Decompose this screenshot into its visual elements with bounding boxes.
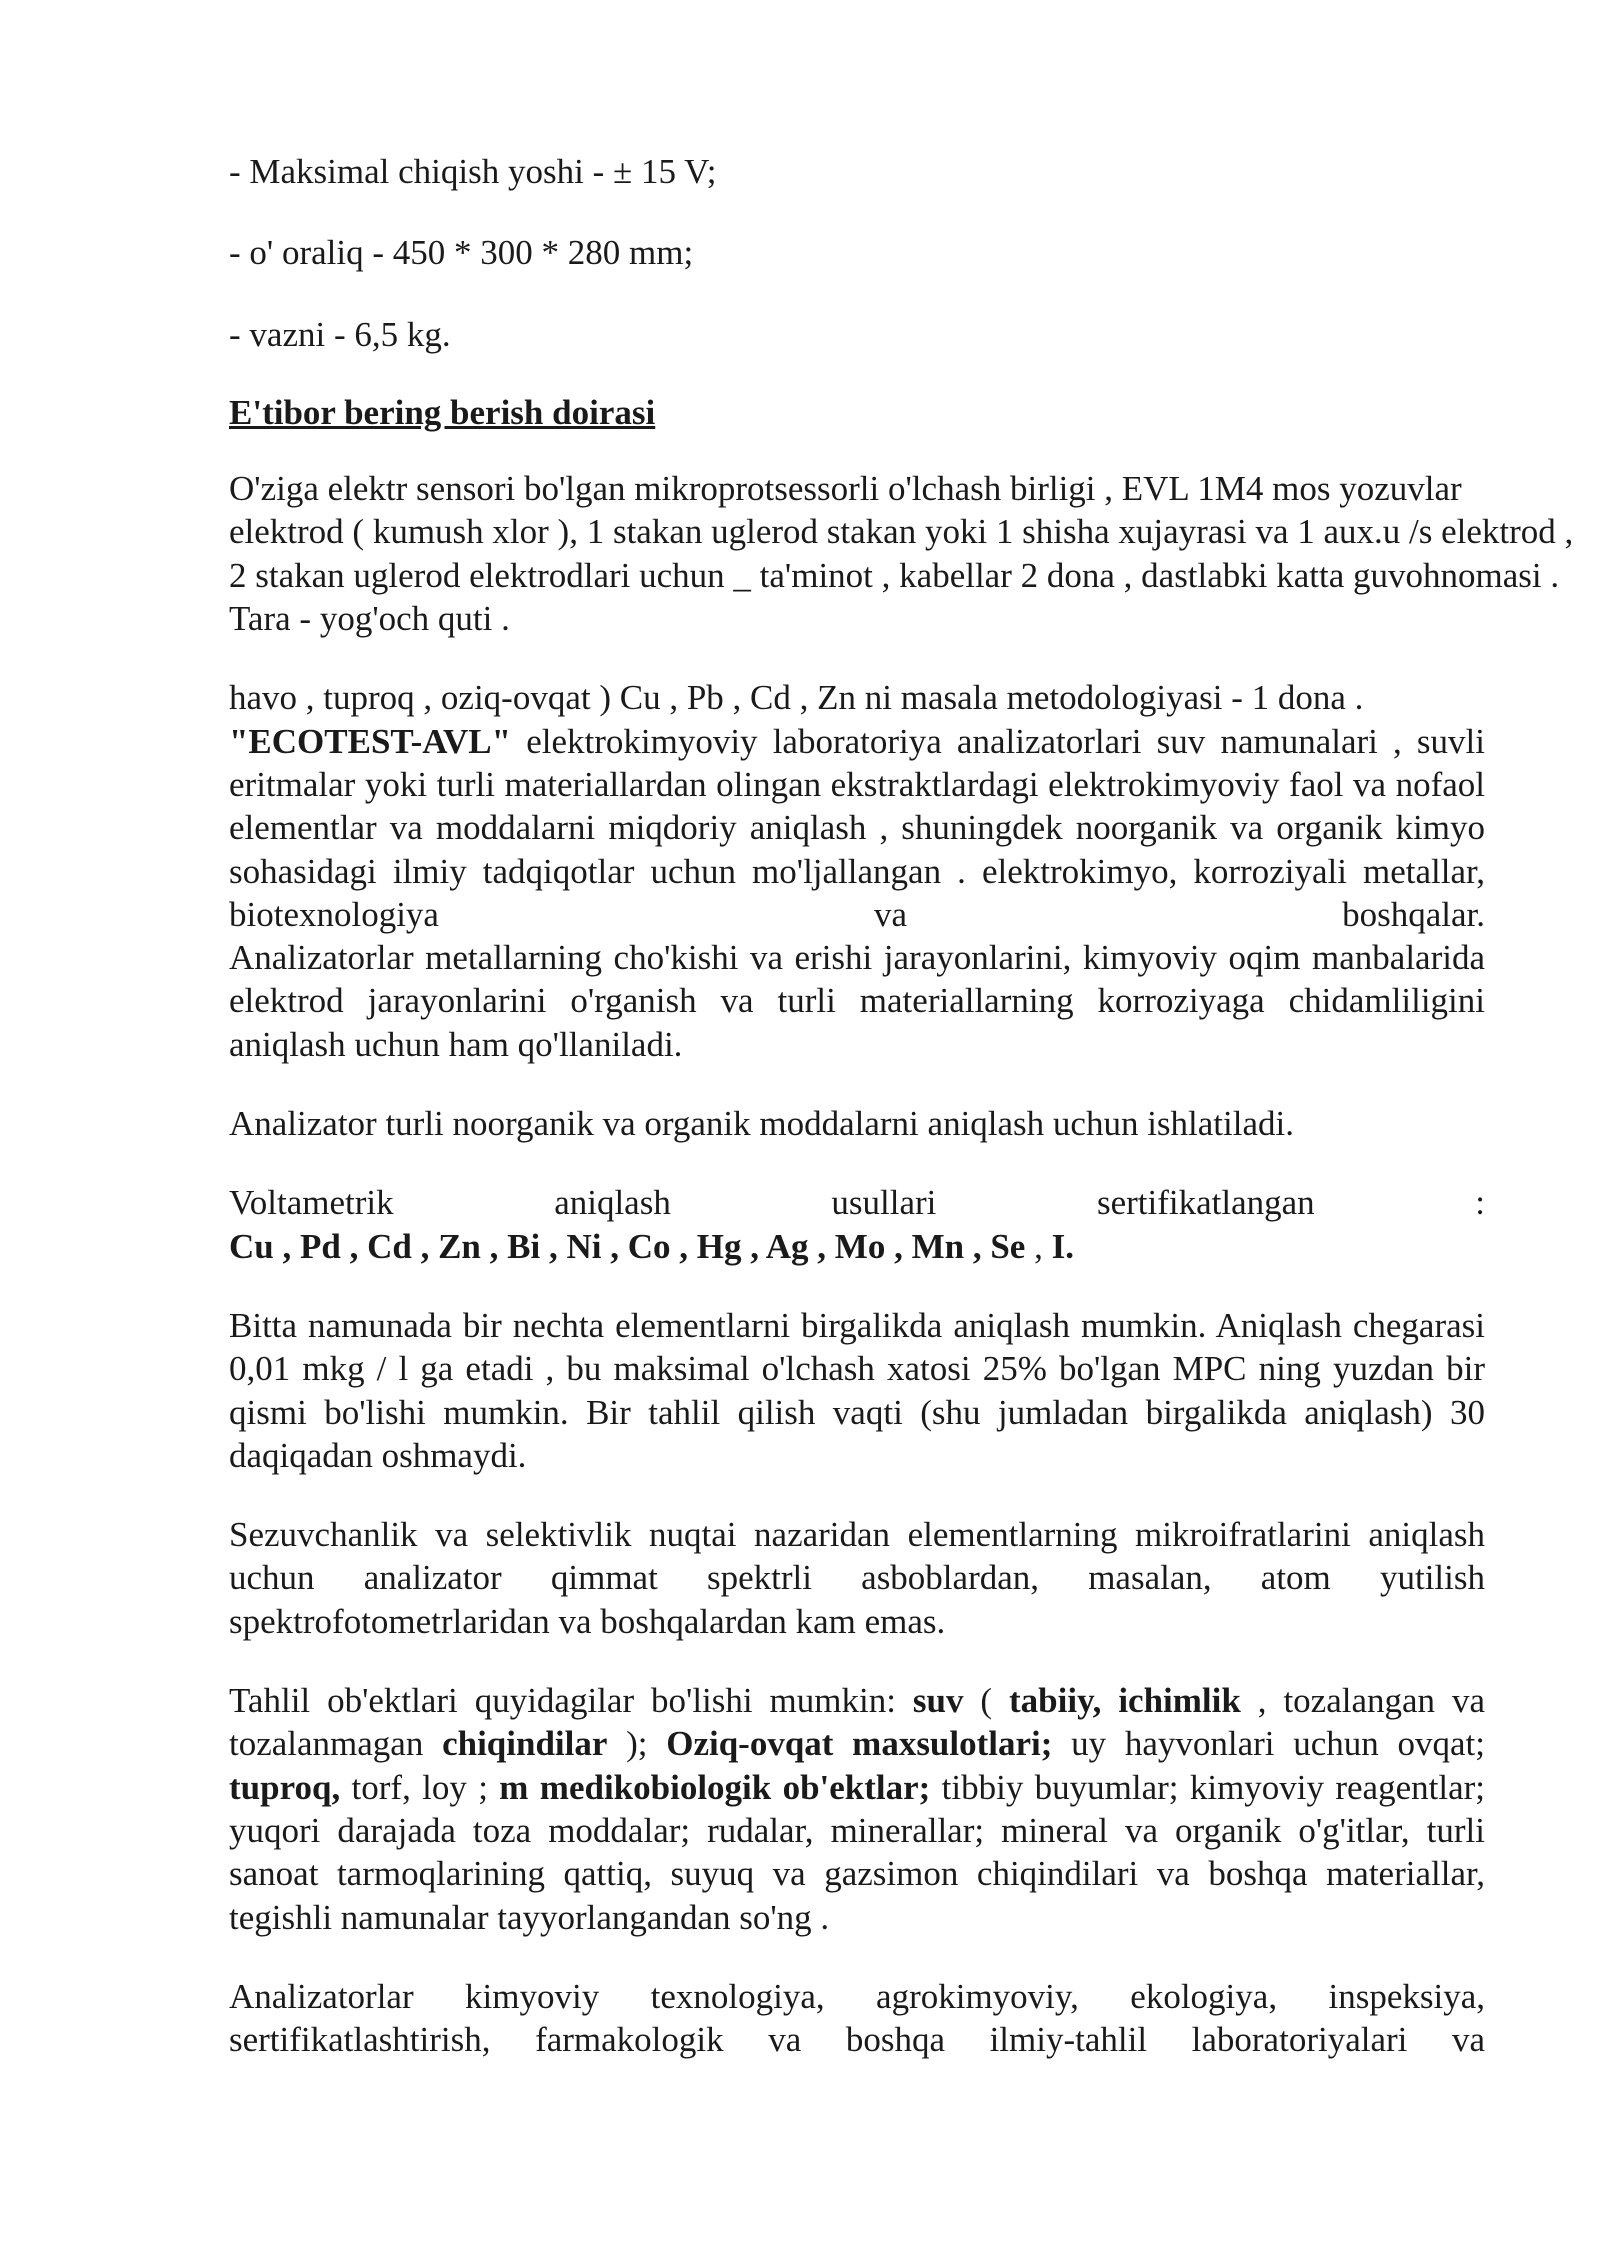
objects-text: torf, loy ;: [340, 1767, 500, 1807]
delivery-paragraph: O'ziga elektr sensori bo'lgan mikroprotsessorli o'lchash birligi , EVL 1M4 mos yozuvlar elektrod ( kumush xlor ), 1 stakan uglerod stakan yoki 1 shisha xujayrasi va 1 aux.u /s elektrod , 2 stakan uglerod elektrodlari uchun _ ta'minot , kabellar 2 dona , dastlabki katta guvohnomasi . Tara - yog'och quti .: [229, 469, 1574, 639]
spec-weight: - vazni - 6,5 kg.: [229, 314, 451, 354]
voltametric-elements: Cu , Pd , Cd , Zn , Bi , Ni , Co , Hg , Ag , Mo , Mn , Se: [229, 1226, 1026, 1266]
objects-text: , tozalangan va tozalanmagan: [229, 1681, 1486, 1764]
objects-text: (: [963, 1681, 1009, 1721]
objects-paragraph: [229, 1679, 1485, 1939]
voltametric-label: Voltametrik aniqlash usullari sertifikatlangan :: [229, 1183, 1485, 1223]
objects-bold-soil: tuproq,: [229, 1767, 341, 1807]
objects-bold-water: suv: [912, 1681, 964, 1721]
ecotest-paragraph: [229, 720, 1485, 936]
objects-text: uy hayvonlari uchun ovqat;: [1052, 1724, 1485, 1764]
voltametric-paragraph: [229, 1181, 1485, 1268]
spec-list: [229, 150, 1485, 356]
objects-text: Tahlil ob'ektlari quyidagilar bo'lishi mumkin:: [229, 1681, 913, 1721]
objects-bold-medical: m medikobiologik ob'ektlar;: [499, 1767, 931, 1807]
objects-bold-natural: tabiiy, ichimlik: [1009, 1681, 1241, 1721]
objects-bold-waste: chiqindilar: [442, 1724, 608, 1764]
objects-bold-food: Oziq-ovqat maxsulotlari;: [666, 1724, 1053, 1764]
objects-text: );: [607, 1724, 667, 1764]
method-line: havo , tuproq , oziq-ovqat ) Cu , Pb , Cd , Zn ni masala metodologiyasi - 1 dona .: [229, 678, 1364, 718]
labs-paragraph: Analizatorlar kimyoviy texnologiya, agrokimyoviy, ekologiya, inspeksiya, sertifikatlashtirish, farmakologik va boshqa ilmiy-tahlil laboratoriyalari va: [229, 1976, 1485, 2060]
ecotest-description: elektrokimyoviy laboratoriya analizatorlari suv namunalari , suvli eritmalar yoki turli materiallardan olingan ekstraktlardagi elektrokimyoviy faol va nofaol elementlar va moddalarni miqdoriy aniqlash , shuningdek noorganik va organik kimyo sohasidagi ilmiy tadqiqotlar uchun mo'ljallangan . elektrokimyo, korroziyali metallar, biotexnologiya va boshqalar.: [229, 721, 1485, 934]
ecotest-name: "ECOTEST-AVL": [229, 721, 512, 761]
spec-dimensions: - o' oraliq - 450 * 300 * 280 mm;: [229, 233, 694, 273]
voltametric-last-element: I.: [1051, 1226, 1074, 1266]
sensitivity-paragraph: Sezuvchanlik va selektivlik nuqtai nazaridan elementlarning mikroifratlarini aniqlash uchun analizator qimmat spektrli asboblardan, masalan, atom yutilish spektrofotometrlaridan va boshqalardan kam emas.: [229, 1515, 1485, 1641]
multi-element-paragraph: Bitta namunada bir nechta elementlarni birgalikda aniqlash mumkin. Aniqlash chegarasi 0,01 mkg / l ga etadi , bu maksimal o'lchash xatosi 25% bo'lgan MPC ning yuzdan bir qismi bo'lishi mumkin. Bir tahlil qilish vaqti (shu jumladan birgalikda aniqlash) 30 daqiqadan oshmaydi.: [229, 1305, 1485, 1475]
voltametric-separator: ,: [1025, 1226, 1052, 1266]
analyzer-paragraph: Analizator turli noorganik va organik moddalarni aniqlash uchun ishlatiladi.: [229, 1104, 1294, 1144]
ecotest-application: Analizatorlar metallarning cho'kishi va erishi jarayonlarini, kimyoviy oqim manbalarida elektrod jarayonlarini o'rganish va turli materiallarning korroziyaga chidamliligini aniqlash uchun ham qo'llaniladi.: [229, 938, 1485, 1064]
objects-text: tibbiy buyumlar; kimyoviy reagentlar; yuqori darajada toza moddalar; rudalar, minerallar; mineral va organik o'g'itlar, turli sanoat tarmoqlarining qattiq, suyuq va gazsimon chiqindilari va boshqa materiallar, tegishli namunalar tayyorlangandan so'ng .: [229, 1767, 1485, 1937]
spec-max-output: - Maksimal chiqish yoshi - ± 15 V;: [229, 152, 717, 191]
document-body: [229, 150, 1574, 2097]
scope-heading: E'tibor bering berish doirasi: [229, 392, 656, 432]
